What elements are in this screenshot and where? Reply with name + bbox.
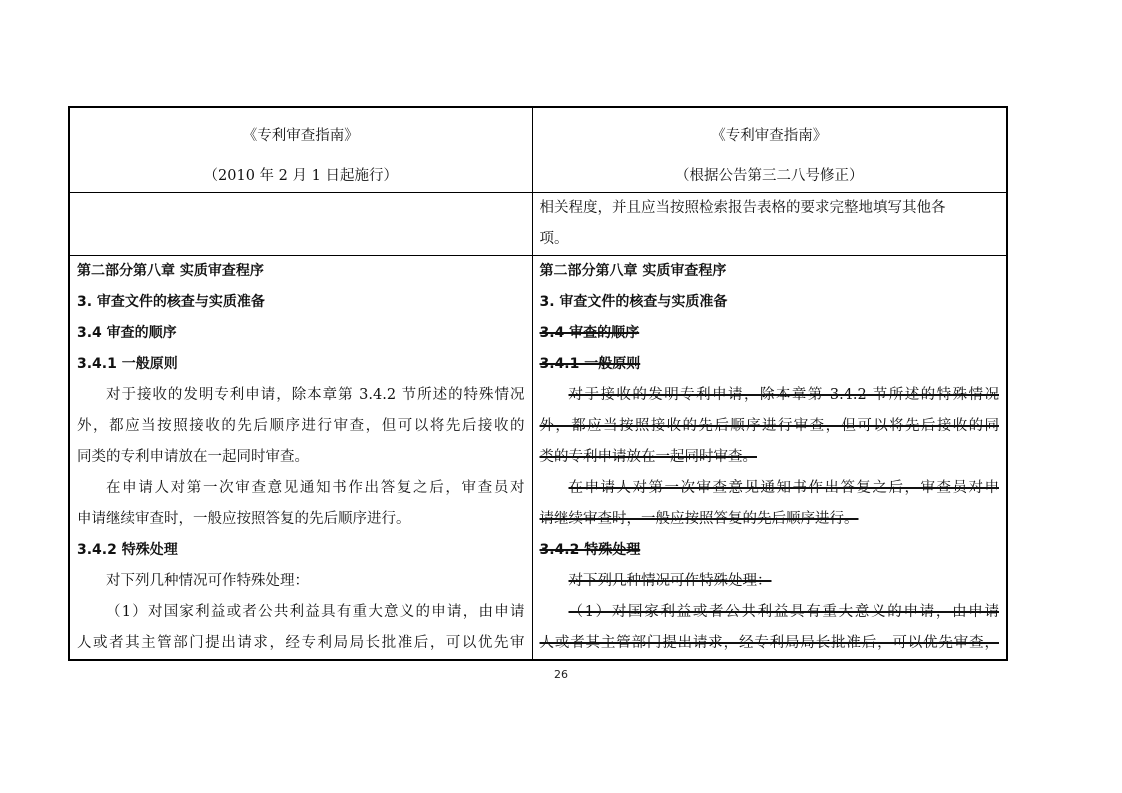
part-heading: 第二部分第八章 实质审查程序 [539, 263, 727, 279]
continuation-left [69, 193, 532, 256]
right-column [532, 256, 1007, 661]
deleted-paragraph-line: （1）对国家利益或者公共利益具有重大意义的申请，由申请 [568, 604, 999, 620]
section-heading: 3.4 审查的顺序 [77, 325, 177, 341]
left-title: 《专利审查指南》 [242, 128, 359, 144]
paragraph-line: 人或者其主管部门提出请求，经专利局局长批准后，可以优先审 [77, 635, 525, 651]
deleted-paragraph-line: 对下列几种情况可作特殊处理： [568, 573, 772, 589]
header-left [69, 107, 532, 193]
paragraph-line: 对于接收的发明专利申请，除本章第 3.4.2 节所述的特殊情况 [106, 387, 525, 403]
continuation-row [69, 193, 1007, 256]
deleted-paragraph-line: 类的专利申请放在一起同时审查。 [539, 449, 757, 465]
right-title: 《专利审查指南》 [711, 128, 828, 144]
deleted-section-heading: 3.4 审查的顺序 [539, 325, 640, 341]
deleted-paragraph-line: 对于接收的发明专利申请，除本章第 3.4.2 节所述的特殊情况 [568, 387, 999, 403]
deleted-paragraph-line: 人或者其主管部门提出请求，经专利局局长批准后，可以优先审查， [539, 635, 999, 651]
paragraph-line: 外，都应当按照接收的先后顺序进行审查，但可以将先后接收的 [77, 418, 525, 434]
continuation-right [532, 193, 1007, 256]
continuation-line: 项。 [539, 231, 569, 247]
header-right [532, 107, 1007, 193]
page-number: 26 [554, 668, 568, 681]
deleted-section-heading: 3.4.1 一般原则 [539, 356, 641, 372]
part-heading: 第二部分第八章 实质审查程序 [77, 263, 264, 279]
section-heading: 3.4.1 一般原则 [77, 356, 178, 372]
section-heading: 3. 审查文件的核查与实质准备 [77, 294, 265, 310]
paragraph-line: （1）对国家利益或者公共利益具有重大意义的申请，由申请 [106, 604, 525, 620]
left-column [69, 256, 532, 661]
section-heading: 3.4.2 特殊处理 [77, 542, 178, 558]
left-subtitle: （2010 年 2 月 1 日起施行） [203, 168, 398, 184]
deleted-paragraph-line: 在申请人对第一次审查意见通知书作出答复之后，审查员对申 [568, 480, 999, 496]
paragraph-line: 在申请人对第一次审查意见通知书作出答复之后，审查员对 [106, 480, 525, 496]
paragraph-line: 同类的专利申请放在一起同时审查。 [77, 449, 309, 465]
deleted-paragraph-line: 外，都应当按照接收的先后顺序进行审查，但可以将先后接收的同 [539, 418, 999, 434]
paragraph-line: 对下列几种情况可作特殊处理： [106, 573, 309, 589]
paragraph-line: 申请继续审查时，一般应按照答复的先后顺序进行。 [77, 511, 411, 527]
content-row [69, 256, 1007, 661]
header-row [69, 107, 1007, 193]
comparison-table [68, 106, 1008, 661]
right-subtitle: （根据公告第三二八号修正） [675, 168, 864, 184]
section-heading: 3. 审查文件的核查与实质准备 [539, 294, 728, 310]
deleted-section-heading: 3.4.2 特殊处理 [539, 542, 641, 558]
deleted-paragraph-line: 请继续审查时，一般应按照答复的先后顺序进行。 [539, 511, 859, 527]
continuation-line: 相关程度，并且应当按照检索报告表格的要求完整地填写其他各 [539, 200, 946, 216]
